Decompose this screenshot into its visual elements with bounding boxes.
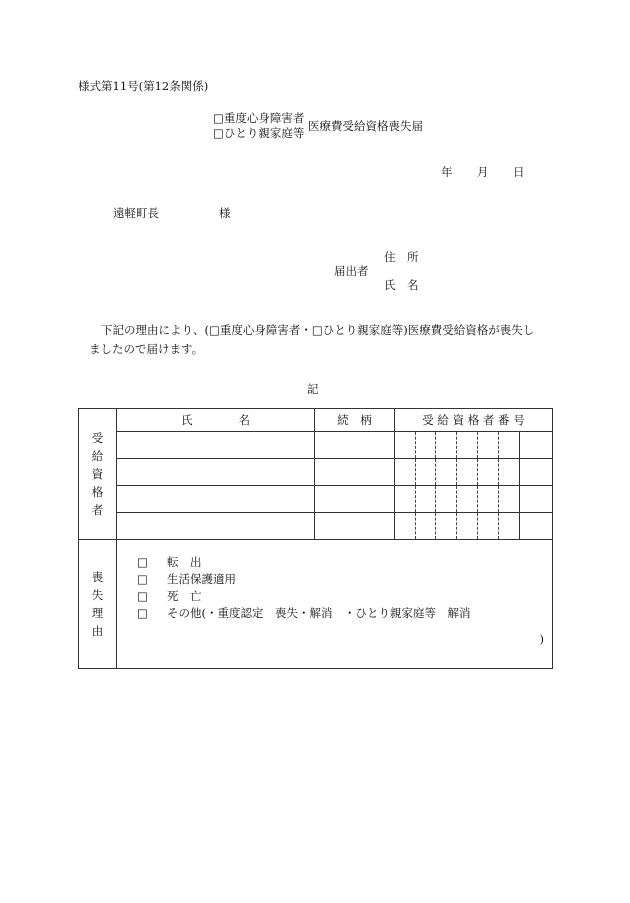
table-row [79, 432, 553, 459]
relation-input-cell[interactable] [315, 486, 395, 513]
number-input-cell[interactable] [395, 459, 553, 486]
reason-other[interactable]: □ その他(・重度認定 喪失・解消 ・ひとり親家庭等 解消 [137, 606, 471, 620]
section-recipient-label: 受 給 資 格 者 [79, 409, 117, 540]
number-input-cell[interactable] [395, 513, 553, 540]
reason-transfer[interactable]: □ 転 出 [137, 555, 202, 569]
loss-reasons-list [117, 540, 553, 669]
notifier-name-label: 氏 名 [384, 278, 419, 292]
reason-welfare[interactable]: □ 生活保護適用 [137, 572, 236, 586]
addressee-honorific: 様 [219, 206, 231, 220]
section-loss-reason-label: 喪 失 理 由 [79, 540, 117, 669]
addressee-name: 遠軽町長 [113, 206, 159, 220]
name-input-cell[interactable] [117, 459, 315, 486]
header-relation: 続 柄 [315, 409, 395, 432]
table-row [79, 513, 553, 540]
form-title: 医療費受給資格喪失届 [308, 119, 423, 133]
closing-paren: ) [539, 632, 544, 646]
table-row [79, 486, 553, 513]
date-year-label: 年 [441, 165, 453, 179]
table-row [79, 459, 553, 486]
notifier-label: 届出者 [334, 264, 369, 278]
body-text-line1: 下記の理由により、(□重度心身障害者・□ひとり親家庭等)医療費受給資格が喪失し [101, 323, 535, 337]
header-recipient-number: 受 給 資 格 者 番 号 [395, 409, 553, 432]
name-input-cell[interactable] [117, 513, 315, 540]
header-name: 氏 名 [117, 409, 315, 432]
checkbox-icon[interactable]: □ [137, 589, 148, 603]
loss-form-table [78, 408, 553, 669]
checkbox-icon[interactable]: □ [137, 555, 148, 569]
relation-input-cell[interactable] [315, 432, 395, 459]
relation-input-cell[interactable] [315, 459, 395, 486]
name-input-cell[interactable] [117, 486, 315, 513]
body-text-line2: ましたので届けます。 [89, 342, 204, 356]
date-month-label: 月 [477, 165, 489, 179]
number-input-cell[interactable] [395, 486, 553, 513]
date-day-label: 日 [513, 165, 525, 179]
reason-death[interactable]: □ 死 亡 [137, 589, 202, 603]
checkbox-icon[interactable]: □ [137, 572, 148, 586]
title-option-disabled[interactable]: □重度心身障害者 [213, 111, 305, 125]
form-number: 様式第11号(第12条関係) [78, 79, 209, 93]
checkbox-icon[interactable]: □ [137, 606, 148, 620]
notifier-address-label: 住 所 [384, 250, 419, 264]
relation-input-cell[interactable] [315, 513, 395, 540]
title-option-single-parent[interactable]: □ひとり親家庭等 [213, 126, 305, 140]
ki-heading: 記 [307, 382, 319, 396]
name-input-cell[interactable] [117, 432, 315, 459]
number-input-cell[interactable] [395, 432, 553, 459]
